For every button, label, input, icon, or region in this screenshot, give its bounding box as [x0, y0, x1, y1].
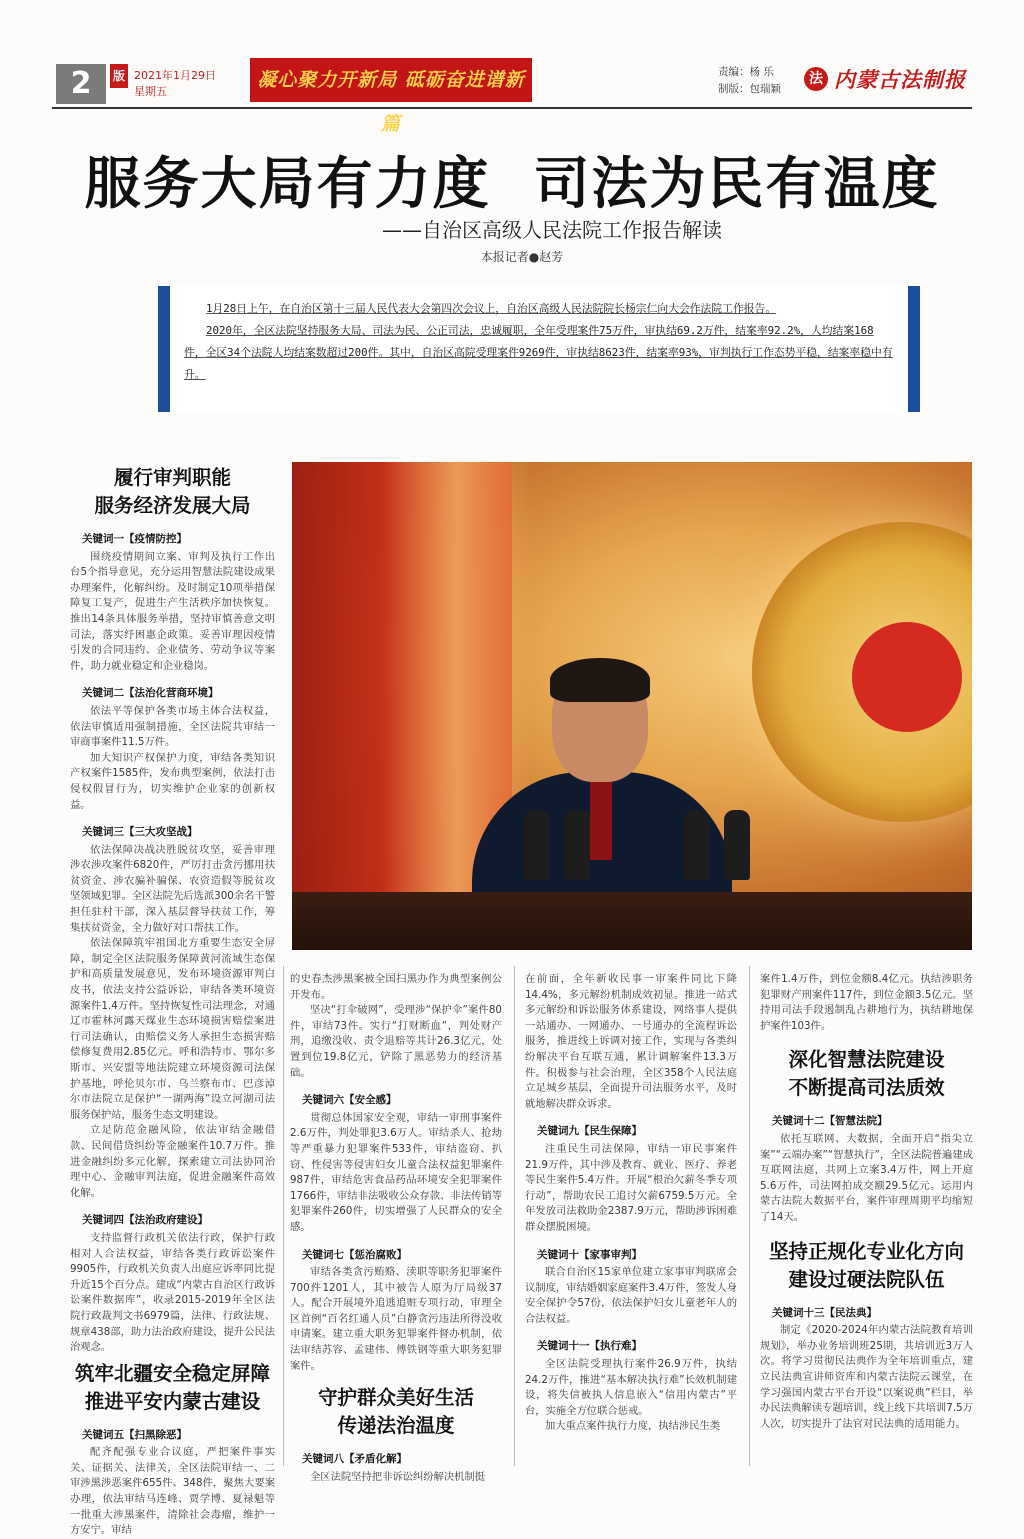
column-divider: [514, 966, 515, 1466]
keyword-heading: 关键词十三【民法典】: [772, 1306, 877, 1319]
keyword-heading: 关键词十二【智慧法院】: [772, 1115, 888, 1128]
body-paragraph: 贯彻总体国家安全观，审结一审刑事案件2.6万件，判处罪犯3.6万人。审结杀人、抢劫等严重暴力犯罪案件533件，审结盗窃、扒窃、性侵害等侵害妇女儿童合法权益犯罪案件987件，审结危害食品药品环境安全犯罪案件1766件，审结非法吸收公众存款、非法传销等犯罪案件260件，切实增强了人民群众的安全感。: [290, 1111, 502, 1233]
body-paragraph: 配齐配强专业合议庭，严把案件事实关、证据关、法律关，全区法院审结一、二审涉黑涉恶案件655件、348件，聚焦大要案办理，依法审结马连峰、贾学博、夏禄魁等一批重大涉黑案件，清除社会毒瘤，维护一方安宁。审结: [70, 1446, 275, 1537]
body-paragraph: 围绕疫情期间立案、审判及执行工作出台5个指导意见，充分运用智慧法院建设成果办理案件，化解纠纷。及时制定10项举措保障复工复产，促进生产生活秩序加快恢复。推出14条具体服务举措，坚持审慎善意文明司法，落实纾困惠企政策。妥善审理因疫情引发的合同违约、企业债务、劳动争议等案件，助力就业稳定和企业稳岗。: [70, 550, 275, 672]
body-paragraph: 依法保障决战决胜脱贫攻坚，妥善审理涉农涉攻案件6820件，严厉打击贪污挪用扶贫资金、涉农骗补骗保、农资造假等脱贫攻坚领域犯罪。全区法院先后选派300余名干警担任驻村干部，深入基层督导扶贫工作，筹集扶贫资金，全力做好对口帮扶工作。: [70, 843, 275, 934]
column-divider: [749, 966, 750, 1466]
speaker-tie: [590, 780, 612, 860]
keyword-heading: 关键词三【三大攻坚战】: [82, 826, 198, 839]
section-title: 坚持正规化专业化方向 建设过硬法院队伍: [768, 1239, 964, 1291]
column-right: [760, 972, 973, 1432]
body-paragraph: 加大重点案件执行力度，执结涉民生类: [545, 1420, 721, 1433]
article-byline: 本报记者●赵芳: [480, 250, 564, 264]
microphone-icon: [564, 810, 590, 880]
body-paragraph: 全区法院受理执行案件26.9万件，执结24.2万件，推进“基本解决执行难”长效机制建设，将失信被执人信息嵌入“信用内蒙古”平台，实施全方位联合惩戒。: [525, 1358, 737, 1417]
keyword-heading: 关键词四【法治政府建设】: [82, 1214, 208, 1227]
keyword-heading: 关键词十【家事审判】: [537, 1248, 642, 1261]
article-headline: 服务大局有力度 司法为民有温度: [84, 151, 940, 217]
editor-credits: [718, 64, 781, 98]
body-paragraph: 审结各类贪污贿赂、渎职等职务犯罪案件700件1201人，其中被告人原为厅局级37人。配合开展境外追逃追赃专项行动，审理全区首例“百名红通人员”白静贪污违法所得没收申请案。建立重大职务犯罪案件督办机制，依法审结苏容、孟建伟、傅铁钢等重大职务犯罪案件。: [290, 1266, 502, 1372]
body-paragraph: 支持监督行政机关依法行政，保护行政相对人合法权益，审结各类行政诉讼案件9905件，行政机关负责人出庭应诉率同比提升近15个百分点。建成“内蒙古自治区行政诉讼案件数据库”，收录2015-2019年全区法院行政裁判文书6979篇，法律、行政法规、规章438部，助力法治政府建设，提升公民法治观念。: [70, 1231, 275, 1354]
body-paragraph: 依法平等保护各类市场主体合法权益，依法审慎适用强制措施，全区法院共审结一审商事案件11.5万件。: [70, 704, 275, 749]
newspaper-logo: [804, 64, 966, 94]
section-title: 深化智慧法院建设 不断提高司法质效: [788, 1048, 945, 1100]
intro-paragraph: 2020年，全区法院坚持服务大局、司法为民、公正司法，忠诚履职，全年受理案件75万件，审执结69.2万件，结案率92.2%，人均结案168件，全区34个法院人均结案数超过200件。其中，自治区高院受理案件9269件，审执结8623件，结案率93%，审判执行工作态势平稳，结案率稳中有升。: [184, 324, 893, 381]
keyword-heading: 关键词一【疫情防控】: [82, 533, 187, 545]
emblem-center: [852, 622, 962, 732]
header-divider: [52, 107, 972, 109]
issue-date-block: [134, 68, 216, 100]
column-left: [70, 460, 275, 1539]
body-paragraph: 制定《2020-2024年内蒙古法院教育培训规划》，举办业务培训班25期，共培训近3万人次。将学习贯彻民法典作为全年培训重点，建立民法典宣讲师资库和内蒙古法院云课堂，在学习强国内蒙古平台开设“以案说典”栏目，举办民法典解读专题培训，线上线下共培训7.5万人次，切实提升了法官对民法典的适用能力。: [760, 1324, 973, 1430]
body-paragraph: 加大知识产权保护力度，审结各类知识产权案件1585件，发布典型案例，依法打击侵权假冒行为，切实维护企业家的创新权益。: [70, 751, 275, 811]
newspaper-emblem-icon: 法: [804, 67, 828, 91]
issue-date: 2021年1月29日: [134, 69, 216, 82]
keyword-heading: 关键词七【惩治腐败】: [302, 1248, 407, 1261]
speaker-hair: [550, 658, 650, 702]
microphone-icon: [524, 810, 550, 880]
body-paragraph: 依法保障筑牢祖国北方重要生态安全屏障，制定全区法院服务保障黄河流域生态保护和高质量发展意见，发布环境资源审判白皮书，依法支持公益诉讼，审结各类环境资源案件1.4万件。坚持恢复性司法理念，对通辽市霍林河露天煤业生态环境损害赔偿案进行司法确认，由赔偿义务人承担生态损害赔偿修复费用2.85亿元。呼和浩特市、鄂尔多斯市、兴安盟等地法院建立环境资源司法保护基地，呼伦贝尔市、乌兰察布市、巴彦淖尔市法院立足保护“一湖两海”设立河湖司法服务保护站，服务生态文明建设。: [70, 937, 275, 1121]
keyword-heading: 关键词八【矛盾化解】: [302, 1453, 407, 1466]
editor-line: 责编：杨 乐: [718, 66, 774, 78]
keyword-heading: 关键词五【扫黑除恶】: [82, 1428, 187, 1441]
body-paragraph: 注重民生司法保障，审结一审民事案件21.9万件，其中涉及教育、就业、医疗、养老等民生案件5.4万件。开展“根治欠薪冬季专项行动”，帮助农民工追讨欠薪6759.5万元。全年发放司法救助金2387.9万元，帮助涉诉困难群众摆脱困境。: [525, 1142, 737, 1233]
masthead: [52, 58, 972, 135]
keyword-heading: 关键词九【民生保障】: [537, 1125, 642, 1138]
section-title: 守护群众美好生活 传递法治温度: [317, 1386, 474, 1438]
section-title: 筑牢北疆安全稳定屏障 推进平安内蒙古建设: [74, 1361, 270, 1413]
microphone-icon: [684, 810, 710, 880]
column-middle-2: [525, 972, 737, 1435]
speaker-photo: [292, 462, 972, 950]
slogan-banner: 凝心聚力开新局 砥砺奋进谱新篇: [250, 58, 532, 102]
edition-label: 版: [110, 64, 128, 88]
microphone-icon: [724, 810, 750, 880]
body-paragraph: 坚决“打伞破网”，受理涉“保护伞”案件80件，审结73件。实行“打财断血”，判处财产刑，追缴没收、责令退赔等共计26.3亿元，处置到位19.8亿元，铲除了黑恶势力的经济基础。: [290, 1004, 502, 1079]
layout-line: 制版：包瑞颖: [718, 83, 781, 95]
podium-desk: [292, 892, 972, 950]
body-paragraph: 案件1.4万件，到位金额8.4亿元。执结涉职务犯罪财产刑案件117件，到位金额3.5亿元。坚持用司法手段遏制乱占耕地行为，执结耕地保护案件103件。: [760, 973, 973, 1032]
body-paragraph: 的史春杰涉黑案被全国扫黑办作为典型案例公开发布。: [290, 973, 502, 1001]
body-paragraph: 全区法院坚持把非诉讼纠纷解决机制挺: [310, 1470, 486, 1483]
body-paragraph: 立足防范金融风险，依法审结金融借款、民间借贷纠纷等金融案件10.7万件。推进金融纠纷多元化解，探索建立司法协同治理中心、金融审判法庭，促进金融案件高效化解。: [70, 1124, 275, 1199]
body-paragraph: 联合自治区15家单位建立家事审判联席会议制度，审结婚姻家庭案件3.4万件，签发人身安全保护令57份，依法保护妇女儿童老年人的合法权益。: [525, 1266, 738, 1325]
intro-box: [158, 286, 920, 412]
body-paragraph: 依托互联网、大数据，全面开启“指尖立案”“云端办案”“智慧执行”，全区法院普遍建成互联网法庭，共网上立案3.4万件，网上开庭5.6万件，司法网拍成交额29.5亿元。运用内蒙古法院大数据平台，案件审理周期平均缩短了14天。: [760, 1132, 973, 1223]
keyword-heading: 关键词十一【执行难】: [537, 1340, 642, 1353]
body-paragraph: 在前面，全年新收民事一审案件同比下降14.4%，多元解纷机制成效初显。推进一站式多元解纷和诉讼服务体系建设，网络事人提供一站通办、一网通办、一号通办的全流程诉讼服务，推进线上诉调对接工作，实现与各类纠纷解决平台互联互通，累计调解案件13.3万件。积极参与社会治理，全区358个人民法庭立足城乡基层，全面提升司法服务水平，及时就地解决群众诉求。: [525, 973, 737, 1110]
issue-weekday: 星期五: [134, 85, 167, 98]
intro-paragraph: 1月28日上午，在自治区第十三届人民代表大会第四次会议上，自治区高级人民法院院长杨宗仁向大会作法院工作报告。: [206, 302, 777, 315]
newspaper-name: 内蒙古法制报: [834, 67, 966, 92]
column-middle-1: [290, 972, 502, 1485]
keyword-heading: 关键词六【安全感】: [302, 1094, 397, 1107]
article-subhead: ——自治区高级人民法院工作报告解读: [382, 218, 722, 242]
section-title: 履行审判职能 服务经济发展大局: [94, 466, 251, 517]
column-divider: [283, 966, 284, 1466]
page-number: 2: [56, 64, 106, 104]
keyword-heading: 关键词二【法治化营商环境】: [82, 687, 219, 700]
